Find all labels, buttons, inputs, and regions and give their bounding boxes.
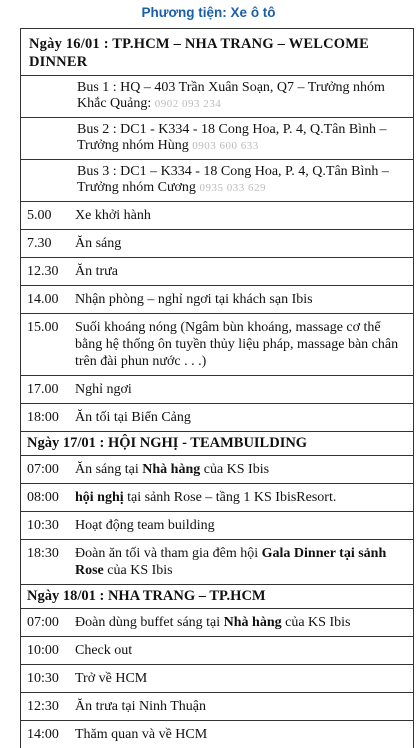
activity-highlight: hội nghị [75, 490, 124, 505]
activity-text: Ăn trưa tại Ninh Thuận [75, 699, 206, 714]
activity-cell: Ăn trưa [75, 264, 118, 279]
schedule-row [21, 403, 413, 431]
day3-title: Ngày 18/01 : NHA TRANG – TP.HCM [21, 584, 413, 608]
activity-text: Đoàn ăn tối và tham gia đêm hội [75, 546, 262, 561]
bus-entry [21, 117, 413, 159]
schedule-row [21, 720, 413, 748]
activity-cell: Suối khoáng nóng (Ngâm bùn khoáng, massage cơ thể bằng hệ thống ôn tuyền thủy liệu pháp, massage bàn chân trên đài phun nước . . .) [75, 320, 399, 369]
schedule-row [21, 455, 413, 483]
activity-cell [75, 670, 407, 687]
time-cell: 14:00 [27, 727, 59, 742]
activity-cell [75, 726, 407, 743]
schedule-row [21, 229, 413, 257]
activity-cell: Nghỉ ngơi [75, 382, 132, 397]
activity-cell: Nhận phòng – nghỉ ngơi tại khách sạn Ibis [75, 292, 313, 307]
activity-text: Trở về HCM [75, 671, 148, 686]
itinerary-table [20, 28, 414, 748]
activity-text: của KS Ibis [200, 462, 270, 477]
day2-title: Ngày 17/01 : HỘI NGHỊ - TEAMBUILDING [21, 431, 413, 455]
bus-entry [21, 75, 413, 117]
time-cell: 7.30 [27, 236, 52, 251]
time-cell: 14.00 [27, 292, 59, 307]
transport-heading: Phương tiện: Xe ô tô [141, 5, 276, 20]
time-cell: 07:00 [27, 615, 59, 630]
activity-text: của KS Ibis [281, 615, 351, 630]
schedule-row [21, 692, 413, 720]
activity-cell [75, 461, 407, 478]
time-cell: 08:00 [27, 490, 59, 505]
activity-cell [75, 545, 407, 579]
activity-text: Thăm quan và về HCM [75, 727, 208, 742]
schedule-row [21, 511, 413, 539]
activity-highlight: Nhà hàng [223, 615, 282, 630]
activity-text: tại sảnh Rose – tầng 1 KS IbisResort. [123, 490, 337, 505]
time-cell: 18:00 [27, 410, 59, 425]
activity-cell [75, 614, 407, 631]
schedule-row [21, 201, 413, 229]
activity-highlight: Gala Dinner tại sảnh Rose [75, 546, 387, 578]
activity-text: Hoạt động team building [75, 518, 215, 533]
time-cell: 12.30 [27, 264, 59, 279]
masked-phone: 0903 600 633 [192, 140, 259, 152]
bus-text: Bus 3 : DC1 – K334 - 18 Cong Hoa, P. 4, Q.Tân Bình – Trưởng nhóm Cương [77, 164, 389, 195]
schedule-row [21, 664, 413, 692]
time-cell: 15.00 [27, 320, 59, 335]
bus-entry [21, 159, 413, 201]
activity-cell [75, 489, 407, 506]
schedule-row [21, 636, 413, 664]
activity-cell: Ăn tối tại Biển Cảng [75, 410, 191, 425]
activity-highlight: Nhà hàng [142, 462, 201, 477]
activity-text: Đoàn dùng buffet sáng tại [75, 615, 224, 630]
time-cell: 07:00 [27, 462, 59, 477]
time-cell: 10:30 [27, 518, 59, 533]
activity-cell: Ăn sáng [75, 236, 122, 251]
schedule-row [21, 608, 413, 636]
day1-title: Ngày 16/01 : TP.HCM – NHA TRANG – WELCOME DINNER [21, 28, 413, 75]
bus-text: Bus 1 : HQ – 403 Trần Xuân Soạn, Q7 – Trưởng nhóm Khắc Quảng: [77, 80, 385, 111]
time-cell: 18:30 [27, 546, 59, 561]
schedule-row [21, 257, 413, 285]
activity-text: Ăn sáng tại [75, 462, 143, 477]
masked-phone: 0902 093 234 [154, 98, 222, 110]
schedule-row [21, 539, 413, 584]
bus-text: Bus 2 : DC1 - K334 - 18 Cong Hoa, P. 4, Q.Tân Bình – Trưởng nhóm Hùng [77, 122, 387, 153]
activity-text: của KS Ibis [103, 563, 173, 578]
time-cell: 10:00 [27, 643, 59, 658]
time-cell: 5.00 [27, 208, 52, 223]
activity-text: Check out [75, 643, 133, 658]
time-cell: 12:30 [27, 699, 59, 714]
schedule-row [21, 285, 413, 313]
schedule-row [21, 483, 413, 511]
time-cell: 17.00 [27, 382, 59, 397]
schedule-row [21, 313, 413, 375]
activity-cell [75, 642, 407, 659]
time-cell: 10:30 [27, 671, 59, 686]
activity-cell [75, 517, 407, 534]
masked-phone: 0935 033 629 [199, 182, 266, 194]
schedule-row [21, 375, 413, 403]
activity-cell [75, 698, 407, 715]
activity-cell: Xe khởi hành [75, 208, 151, 223]
